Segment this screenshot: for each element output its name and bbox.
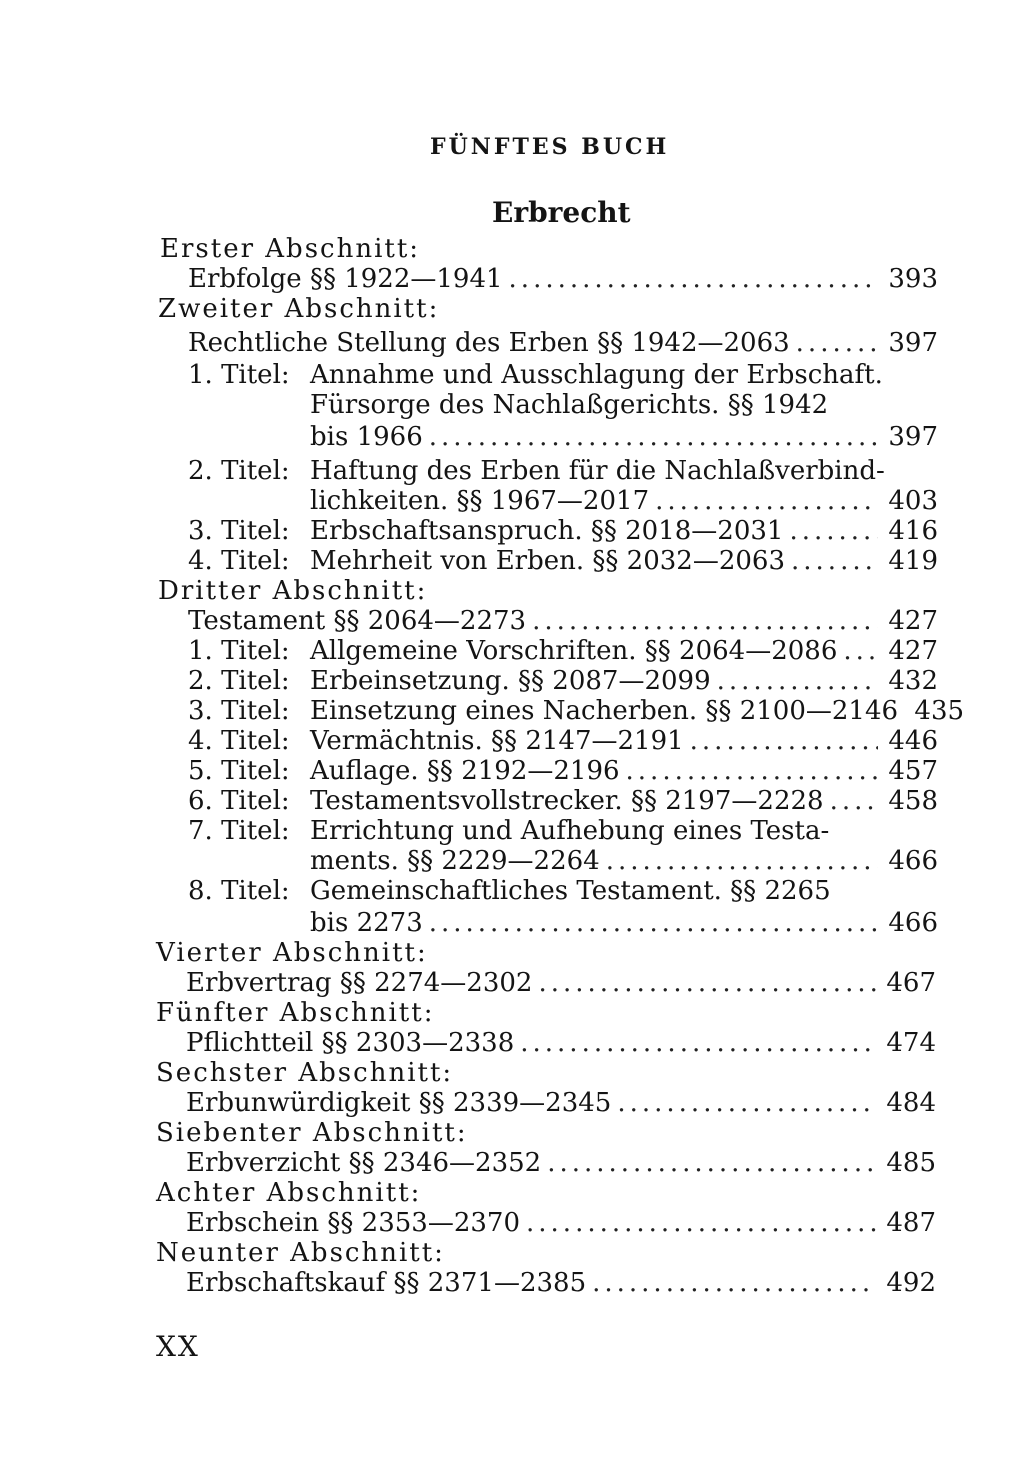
leader-dots — [532, 606, 878, 636]
toc-entry-title: Erbschein §§ 2353—2370 — [186, 1208, 521, 1238]
toc-entry — [310, 908, 938, 938]
toc-entry — [186, 1028, 936, 1058]
toc-entry-title: Erbvertrag §§ 2274—2302 — [186, 968, 533, 998]
toc-page-number: 467 — [886, 968, 936, 998]
toc-entry — [310, 786, 938, 816]
toc-page-number: 427 — [888, 606, 938, 636]
toc-page-number: 435 — [914, 696, 965, 726]
title-number: 1. Titel: — [188, 636, 290, 666]
section-heading: Achter Abschnitt: — [156, 1178, 422, 1208]
toc-entry-text: Gemeinschaftliches Testament. §§ 2265 — [310, 876, 831, 906]
toc-entry — [310, 486, 938, 516]
toc-entry — [186, 1268, 936, 1298]
leader-dots — [626, 756, 878, 786]
toc-page-number: 432 — [888, 666, 938, 696]
leader-dots — [547, 1148, 876, 1178]
leader-dots — [617, 1088, 876, 1118]
title-number: 3. Titel: — [188, 696, 290, 726]
title-number: 4. Titel: — [188, 546, 290, 576]
toc-page-number: 484 — [886, 1088, 936, 1118]
toc-page-number: 492 — [886, 1268, 936, 1298]
toc-entry-title: Einsetzung eines Nacherben. §§ 2100—2146 — [310, 696, 899, 726]
leader-dots — [655, 486, 878, 516]
toc-entry-title: Vermächtnis. §§ 2147—2191 — [310, 726, 684, 756]
toc-entry — [188, 606, 938, 636]
section-heading: Siebenter Abschnitt: — [156, 1118, 468, 1148]
page-numeral: XX — [156, 1330, 200, 1363]
toc-page-number: 446 — [888, 726, 938, 756]
section-heading: Fünfter Abschnitt: — [156, 998, 435, 1028]
toc-page-number: 427 — [888, 636, 938, 666]
toc-entry-title: Rechtliche Stellung des Erben §§ 1942—2063 — [188, 328, 790, 358]
toc-page-number: 485 — [886, 1148, 936, 1178]
section-heading: Erster Abschnitt: — [160, 234, 421, 264]
toc-page-number: 403 — [888, 486, 938, 516]
toc-entry-title: Testamentsvollstrecker. §§ 2197—2228 — [310, 786, 824, 816]
toc-page-number: 474 — [886, 1028, 936, 1058]
leader-dots — [592, 1268, 876, 1298]
toc-entry — [310, 666, 938, 696]
leader-dots — [789, 516, 878, 546]
toc-entry — [310, 516, 938, 546]
section-heading: Neunter Abschnitt: — [156, 1238, 445, 1268]
section-heading: Vierter Abschnitt: — [156, 938, 428, 968]
toc-entry — [186, 968, 936, 998]
toc-entry-title: Erbschaftsanspruch. §§ 2018—2031 — [310, 516, 784, 546]
title-number: 4. Titel: — [188, 726, 290, 756]
section-heading: Sechster Abschnitt: — [156, 1058, 454, 1088]
title-number: 7. Titel: — [188, 816, 290, 846]
title-number: 2. Titel: — [188, 666, 290, 696]
toc-entry-title: Pflichtteil §§ 2303—2338 — [186, 1028, 515, 1058]
toc-entry — [186, 1148, 936, 1178]
leader-dots — [796, 328, 878, 358]
toc-entry-title: Allgemeine Vorschriften. §§ 2064—2086 — [310, 636, 838, 666]
leader-dots — [690, 726, 878, 756]
toc-page-number: 466 — [888, 846, 938, 876]
toc-page-number: 397 — [888, 328, 938, 358]
toc-entry — [310, 756, 938, 786]
toc-entry — [310, 636, 938, 666]
leader-dots — [791, 546, 878, 576]
toc-entry-title: Mehrheit von Erben. §§ 2032—2063 — [310, 546, 786, 576]
toc-entry-text: Annahme und Ausschlagung der Erbschaft. — [310, 360, 883, 390]
toc-entry — [310, 846, 938, 876]
leader-dots — [429, 422, 878, 452]
toc-entry — [310, 726, 938, 756]
toc-page-number: 458 — [888, 786, 938, 816]
toc-page-number: 466 — [888, 908, 938, 938]
toc-page-number: 419 — [888, 546, 938, 576]
title-number: 5. Titel: — [188, 756, 290, 786]
toc-page-number: 393 — [888, 264, 938, 294]
leader-dots — [843, 636, 878, 666]
book-title: FÜNFTES BUCH — [430, 134, 670, 160]
leader-dots — [717, 666, 878, 696]
section-heading: Dritter Abschnitt: — [158, 576, 428, 606]
toc-entry-title: lichkeiten. §§ 1967—2017 — [310, 486, 650, 516]
toc-entry-text: Haftung des Erben für die Nachlaßverbind- — [310, 456, 885, 486]
toc-page-number: 416 — [888, 516, 938, 546]
toc-entry-text: Errichtung und Aufhebung eines Testa- — [310, 816, 830, 846]
toc-entry-title: Auflage. §§ 2192—2196 — [310, 756, 620, 786]
toc-entry — [186, 1088, 936, 1118]
leader-dots — [606, 846, 878, 876]
toc-entry-title: Erbunwürdigkeit §§ 2339—2345 — [186, 1088, 612, 1118]
leader-dots — [429, 908, 878, 938]
toc-entry — [310, 546, 938, 576]
toc-entry — [188, 328, 938, 358]
leader-dots — [538, 968, 876, 998]
part-title: Erbrecht — [492, 196, 631, 229]
title-number: 3. Titel: — [188, 516, 290, 546]
title-number: 8. Titel: — [188, 876, 290, 906]
toc-entry-title: ments. §§ 2229—2264 — [310, 846, 600, 876]
toc-entry — [188, 264, 938, 294]
toc-page-number: 457 — [888, 756, 938, 786]
toc-entry — [310, 696, 965, 726]
toc-entry-title: Erbeinsetzung. §§ 2087—2099 — [310, 666, 711, 696]
title-number: 2. Titel: — [188, 456, 290, 486]
title-number: 6. Titel: — [188, 786, 290, 816]
toc-entry-title: Testament §§ 2064—2273 — [188, 606, 527, 636]
toc-entry — [186, 1208, 936, 1238]
toc-entry-title: Erbverzicht §§ 2346—2352 — [186, 1148, 542, 1178]
toc-entry-title: Erbfolge §§ 1922—1941 — [188, 264, 503, 294]
toc-entry-title: bis 2273 — [310, 908, 423, 938]
toc-entry-title: bis 1966 — [310, 422, 423, 452]
toc-page-number: 487 — [886, 1208, 936, 1238]
section-heading: Zweiter Abschnitt: — [158, 294, 440, 324]
title-number: 1. Titel: — [188, 360, 290, 390]
toc-entry — [310, 422, 938, 452]
leader-dots — [509, 264, 878, 294]
leader-dots — [520, 1028, 876, 1058]
toc-entry-text: Fürsorge des Nachlaßgerichts. §§ 1942 — [310, 390, 829, 420]
leader-dots — [830, 786, 878, 816]
toc-entry-title: Erbschaftskauf §§ 2371—2385 — [186, 1268, 587, 1298]
leader-dots — [526, 1208, 876, 1238]
toc-page-number: 397 — [888, 422, 938, 452]
